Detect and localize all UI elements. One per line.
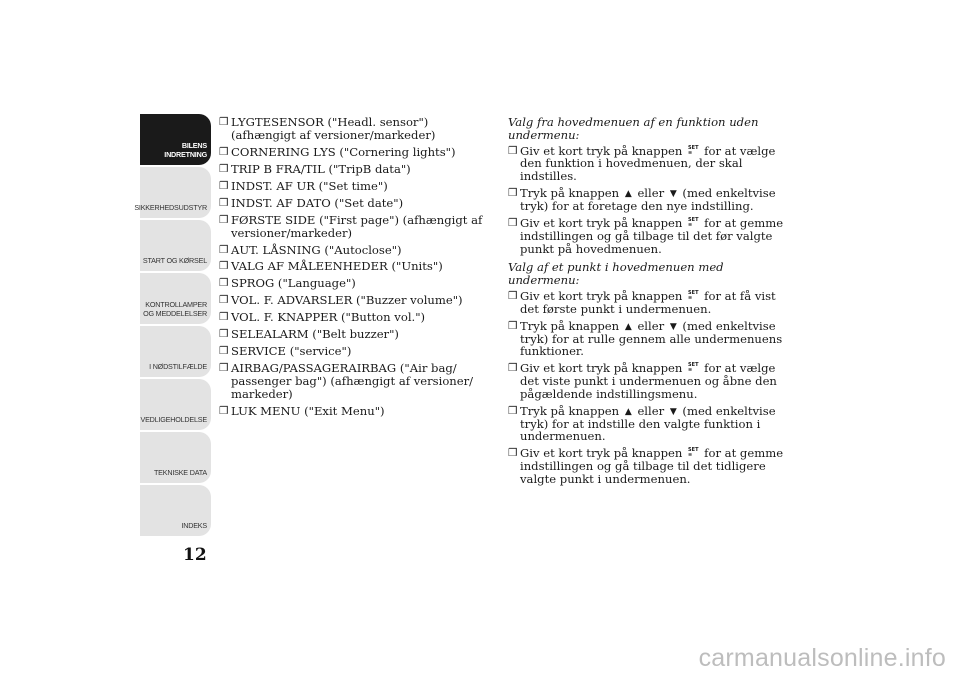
checkbox-bullet-icon: ❒: [219, 145, 229, 158]
menu-item: [219, 214, 494, 240]
menu-item-text: VOL. F. ADVARSLER ("Buzzer volume"): [231, 293, 463, 308]
chapter-tab-label: VEDLIGEHOLDELSE: [140, 415, 207, 424]
checkbox-bullet-icon: ❒: [219, 116, 229, 128]
menu-item-text: TRIP B FRA/TIL ("TripB data"): [231, 161, 411, 176]
step-text: for at vælge den funktion i hovedmenuen, der skal indstilles.: [520, 143, 776, 184]
step-text: for at gemme indstillingen og gå tilbage til det tidligere valgte punkt i undermenuen.: [520, 446, 784, 487]
down-key-icon: ▼: [669, 321, 677, 332]
menu-item-text: INDST. AF DATO ("Set date"): [231, 195, 404, 210]
step-text: Giv et kort tryk på knappen: [520, 143, 683, 158]
chapter-tab[interactable]: [134, 167, 211, 218]
menu-item-text: INDST. AF UR ("Set time"): [231, 178, 388, 193]
step-text: Tryk på knappen: [520, 403, 620, 418]
up-key-icon: ▲: [624, 189, 632, 200]
instructions-column: [508, 116, 788, 490]
instruction-step: [508, 145, 788, 183]
chapter-tab-label: TEKNISKE DATA: [153, 468, 207, 477]
chapter-tab-label: START OG KØRSEL: [142, 256, 207, 265]
checkbox-bullet-icon: ❒: [508, 187, 518, 200]
menu-item: [219, 116, 494, 142]
step-text: for at få vist det første punkt i undermenuen.: [520, 288, 776, 316]
chapter-tab[interactable]: [140, 220, 211, 271]
menu-item-text: VALG AF MÅLEENHEDER ("Units"): [231, 259, 443, 274]
chapter-tab[interactable]: [140, 485, 211, 536]
checkbox-bullet-icon: ❒: [508, 447, 518, 460]
menu-item: [219, 405, 494, 418]
chapter-tab[interactable]: [140, 273, 211, 324]
menu-item: [219, 345, 494, 358]
instructions-group-2: [508, 290, 788, 486]
step-text: Giv et kort tryk på knappen: [520, 215, 683, 230]
menu-item-text: CORNERING LYS ("Cornering lights"): [231, 144, 456, 159]
step-text: Giv et kort tryk på knappen: [520, 361, 683, 376]
chapter-tab-label: KONTROLLAMPER OG MEDDELELSER: [143, 300, 207, 318]
page-number: 12: [183, 545, 207, 565]
menu-item: [219, 244, 494, 257]
chapter-tab-label: INDEKS: [181, 521, 207, 530]
menu-item: [219, 311, 494, 324]
step-text: Tryk på knappen: [520, 318, 620, 333]
watermark: carmanualsonline.info: [698, 644, 946, 672]
set-key-icon: SET ≡: [688, 144, 699, 156]
checkbox-bullet-icon: ❒: [508, 319, 518, 332]
step-text: (med enkeltvise tryk) for at indstille den valgte funktion i undermenuen.: [520, 403, 776, 444]
up-key-icon: ▲: [624, 321, 632, 332]
checkbox-bullet-icon: ❒: [219, 404, 229, 417]
chapter-tab-label: SIKKERHEDSUDSTYR: [134, 203, 207, 212]
checkbox-bullet-icon: ❒: [508, 362, 518, 375]
set-key-icon: SET ≡: [688, 447, 699, 459]
menu-item-text: AIRBAG/PASSAGERAIRBAG ("Air bag/ passenger bag") (afhængigt af versioner/ markeder): [231, 361, 474, 401]
checkbox-bullet-icon: ❒: [219, 328, 229, 341]
checkbox-bullet-icon: ❒: [219, 162, 229, 175]
menu-item: [219, 362, 494, 400]
instructions-group-1: [508, 145, 788, 256]
step-text: for at vælge det viste punkt i undermenuen og åbne den pågældende indstillingsmenu.: [520, 361, 777, 401]
menu-item-text: SERVICE ("service"): [231, 344, 352, 359]
step-text: Tryk på knappen: [520, 186, 620, 201]
checkbox-bullet-icon: ❒: [219, 277, 229, 290]
step-text: (med enkeltvise tryk) for at foretage den nye indstilling.: [520, 186, 776, 213]
instruction-step: [508, 405, 788, 443]
instruction-step: [508, 447, 788, 485]
instructions-heading-2: Valg af et punkt i hovedmenuen med undermenu:: [508, 260, 724, 288]
menu-item: [219, 197, 494, 210]
menu-item: [219, 294, 494, 307]
step-text: Giv et kort tryk på knappen: [520, 288, 683, 303]
menu-item-text: SELEALARM ("Belt buzzer"): [231, 327, 399, 342]
set-key-icon: SET ≡: [688, 362, 699, 374]
menu-item-text: SPROG ("Language"): [231, 276, 356, 291]
checkbox-bullet-icon: ❒: [219, 260, 229, 273]
checkbox-bullet-icon: ❒: [219, 179, 229, 192]
menu-item-text: LUK MENU ("Exit Menu"): [231, 403, 385, 418]
checkbox-bullet-icon: ❒: [508, 216, 518, 229]
menu-item-text: VOL. F. KNAPPER ("Button vol."): [231, 310, 426, 325]
step-text: eller: [637, 186, 665, 201]
chapter-tab[interactable]: [140, 326, 211, 377]
checkbox-bullet-icon: ❒: [219, 196, 229, 209]
checkbox-bullet-icon: ❒: [219, 213, 229, 226]
chapter-tab-label: BILENS INDRETNING: [164, 141, 207, 159]
menu-items-list: [219, 116, 494, 422]
chapter-tab[interactable]: [140, 114, 211, 165]
instruction-step: [508, 362, 788, 400]
checkbox-bullet-icon: ❒: [508, 144, 518, 157]
checkbox-bullet-icon: ❒: [219, 294, 229, 307]
step-text: for at gemme indstillingen og gå tilbage til det før valgte punkt på hovedmenuen.: [520, 215, 784, 256]
instruction-step: [508, 187, 788, 213]
step-text: (med enkeltvise tryk) for at rulle gennem alle undermenuens funktioner.: [520, 318, 783, 359]
checkbox-bullet-icon: ❒: [219, 362, 229, 375]
instruction-step: [508, 217, 788, 255]
checkbox-bullet-icon: ❒: [508, 289, 518, 302]
down-key-icon: ▼: [669, 189, 677, 200]
menu-item: [219, 260, 494, 273]
menu-item: [219, 180, 494, 193]
step-text: eller: [637, 318, 665, 333]
menu-item-text: AUT. LÅSNING ("Autoclose"): [231, 242, 402, 257]
menu-item: [219, 328, 494, 341]
instruction-step: [508, 320, 788, 358]
chapter-tab[interactable]: [140, 379, 211, 430]
checkbox-bullet-icon: ❒: [219, 243, 229, 256]
step-text: Giv et kort tryk på knappen: [520, 446, 683, 461]
menu-item: [219, 163, 494, 176]
up-key-icon: ▲: [624, 406, 632, 417]
chapter-tab-label: I NØDSTILFÆLDE: [149, 362, 207, 371]
chapter-tab[interactable]: [140, 432, 211, 483]
instructions-heading-1: Valg fra hovedmenuen af en funktion uden undermenu:: [508, 115, 759, 142]
menu-item: [219, 146, 494, 159]
instruction-step: [508, 290, 788, 316]
checkbox-bullet-icon: ❒: [508, 404, 518, 417]
chapter-tabs: [134, 114, 211, 538]
down-key-icon: ▼: [669, 406, 677, 417]
menu-item-text: FØRSTE SIDE ("First page") (afhængigt af versioner/markeder): [231, 212, 483, 240]
menu-item-text: LYGTESENSOR ("Headl. sensor") (afhængigt af versioner/markeder): [231, 115, 436, 142]
checkbox-bullet-icon: ❒: [219, 311, 229, 324]
menu-item: [219, 277, 494, 290]
step-text: eller: [637, 403, 665, 418]
checkbox-bullet-icon: ❒: [219, 345, 229, 358]
set-key-icon: SET ≡: [688, 289, 699, 301]
set-key-icon: SET ≡: [688, 216, 699, 228]
